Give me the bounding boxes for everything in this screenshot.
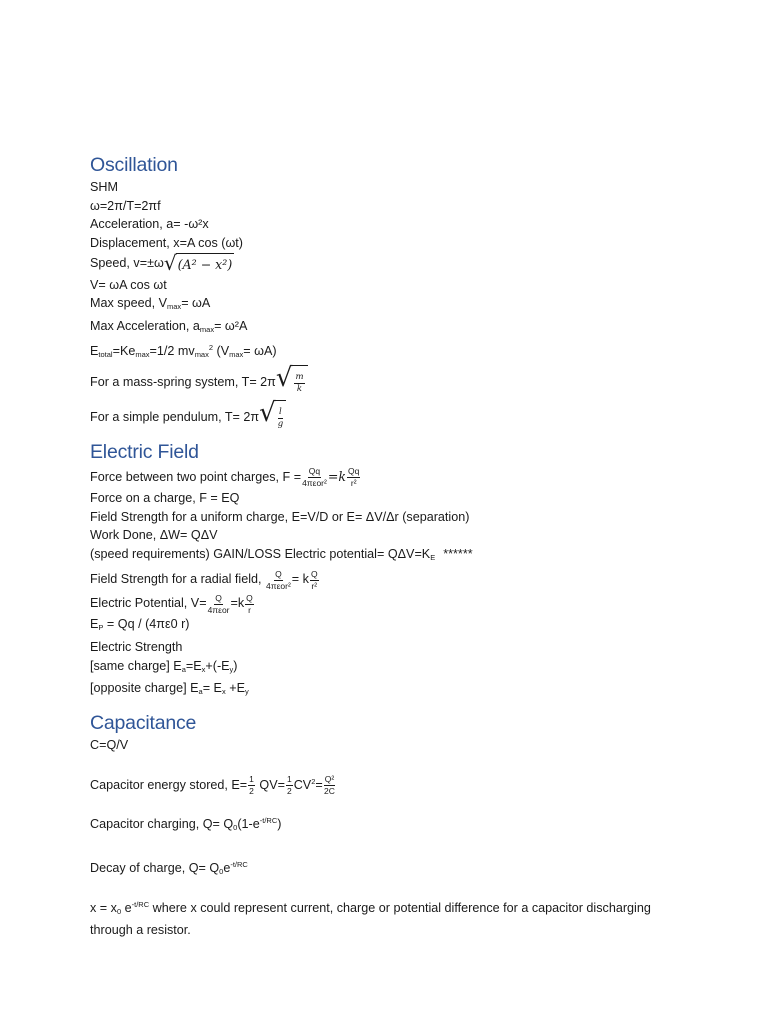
- line-pendulum: For a simple pendulum, T= 2π √ $\frac{l}{g}$: [90, 400, 690, 435]
- section-oscillation: [90, 152, 690, 435]
- line-same-charge: [same charge] $E_a=E_x+(-E_y)$: [90, 658, 238, 674]
- line-force-on-charge: Force on a charge, F = EQ: [90, 491, 240, 505]
- line-max-acceleration: Max Acceleration, $a_{max}= \omega^2A$: [90, 318, 248, 334]
- section-electric-field: [90, 439, 690, 702]
- line-cqv: C=Q/V: [90, 738, 129, 752]
- sqrt-symbol: √ $\frac{m}{k}$: [276, 365, 308, 400]
- heading-oscillation: Oscillation: [90, 154, 178, 176]
- line-opposite-charge: [opposite charge] $E_a= E_x +E_y$: [90, 681, 249, 697]
- line-speed: Speed, v=±ω √ (A² − x²): [90, 250, 233, 275]
- line-discharge-general: $x = x_0$ $e^{-t/RC}$ where x could represent current, charge or potential difference for a capacitor discharging through a resistor.: [90, 899, 651, 938]
- line-electric-potential: Electric Potential, V= $\frac{Q}{\text{4πεor}}$ =k $\frac{Q}{r}$: [90, 592, 253, 615]
- line-field-uniform: Field Strength for a uniform charge, E=V/D or E= ΔV/Δr (separation): [90, 509, 470, 524]
- line-speed-requirements: (speed requirements) GAIN/LOSS Electric potential= $Q\Delta V=K_E$ ******: [90, 546, 473, 562]
- line-mass-spring: For a mass-spring system, T= 2π √ $\frac{m}{k}$: [90, 365, 690, 400]
- line-work-done: Work Done, ΔW= QΔV: [90, 528, 218, 543]
- line-capacitor-charging: Capacitor charging, $Q= Q_0(1-e^{-t/RC})$: [90, 815, 282, 832]
- line-radial-field: Field Strength for a radial field, $\frac{Q}{\text{4πεor²}}$ = k $\frac{Q}{\text{r²}}$: [90, 568, 318, 591]
- heading-capacitance: Capacitance: [90, 712, 197, 734]
- line-omega: ω=2π/T=2πf: [90, 198, 161, 213]
- line-ep: $E_P = Qq / (4\pi\varepsilon 0$ r): [90, 617, 190, 633]
- sqrt-symbol: √ (A² − x²): [163, 250, 233, 275]
- line-capacitor-energy: Capacitor energy stored, E= $\frac{1}{2}$ QV= $\frac{1}{2}$ $CV^2=$ $\frac{\text{Q²}}{2C}$: [90, 773, 335, 796]
- line-displacement: Displacement, x=A cos (ωt): [90, 235, 243, 250]
- line-decay-of-charge: Decay of charge, $Q= Q_0e^{-t/RC}$: [90, 860, 248, 877]
- line-acceleration: Acceleration, a= -ω²x: [90, 217, 209, 232]
- sqrt-symbol: √ $\frac{l}{g}$: [259, 400, 286, 435]
- line-electric-strength: Electric Strength: [90, 639, 183, 654]
- line-coulomb-force: Force between two point charges, F = $\frac{Qq}{\text{4πεor²}}$ =k $\frac{Qq}{\text{r²}}$: [90, 466, 360, 489]
- line-shm: SHM: [90, 180, 118, 194]
- line-energy-total: $E_{total}=Ke_{max}=1/2$ $mv_{max}^2$ $(V_{max}= \omega A)$: [90, 343, 277, 360]
- line-v-cos: V= ωA cos ωt: [90, 277, 167, 292]
- line-max-speed: Max speed, $V_{max}= \omega A$: [90, 296, 211, 312]
- heading-electric-field: Electric Field: [90, 441, 199, 463]
- section-capacitance: [90, 710, 690, 940]
